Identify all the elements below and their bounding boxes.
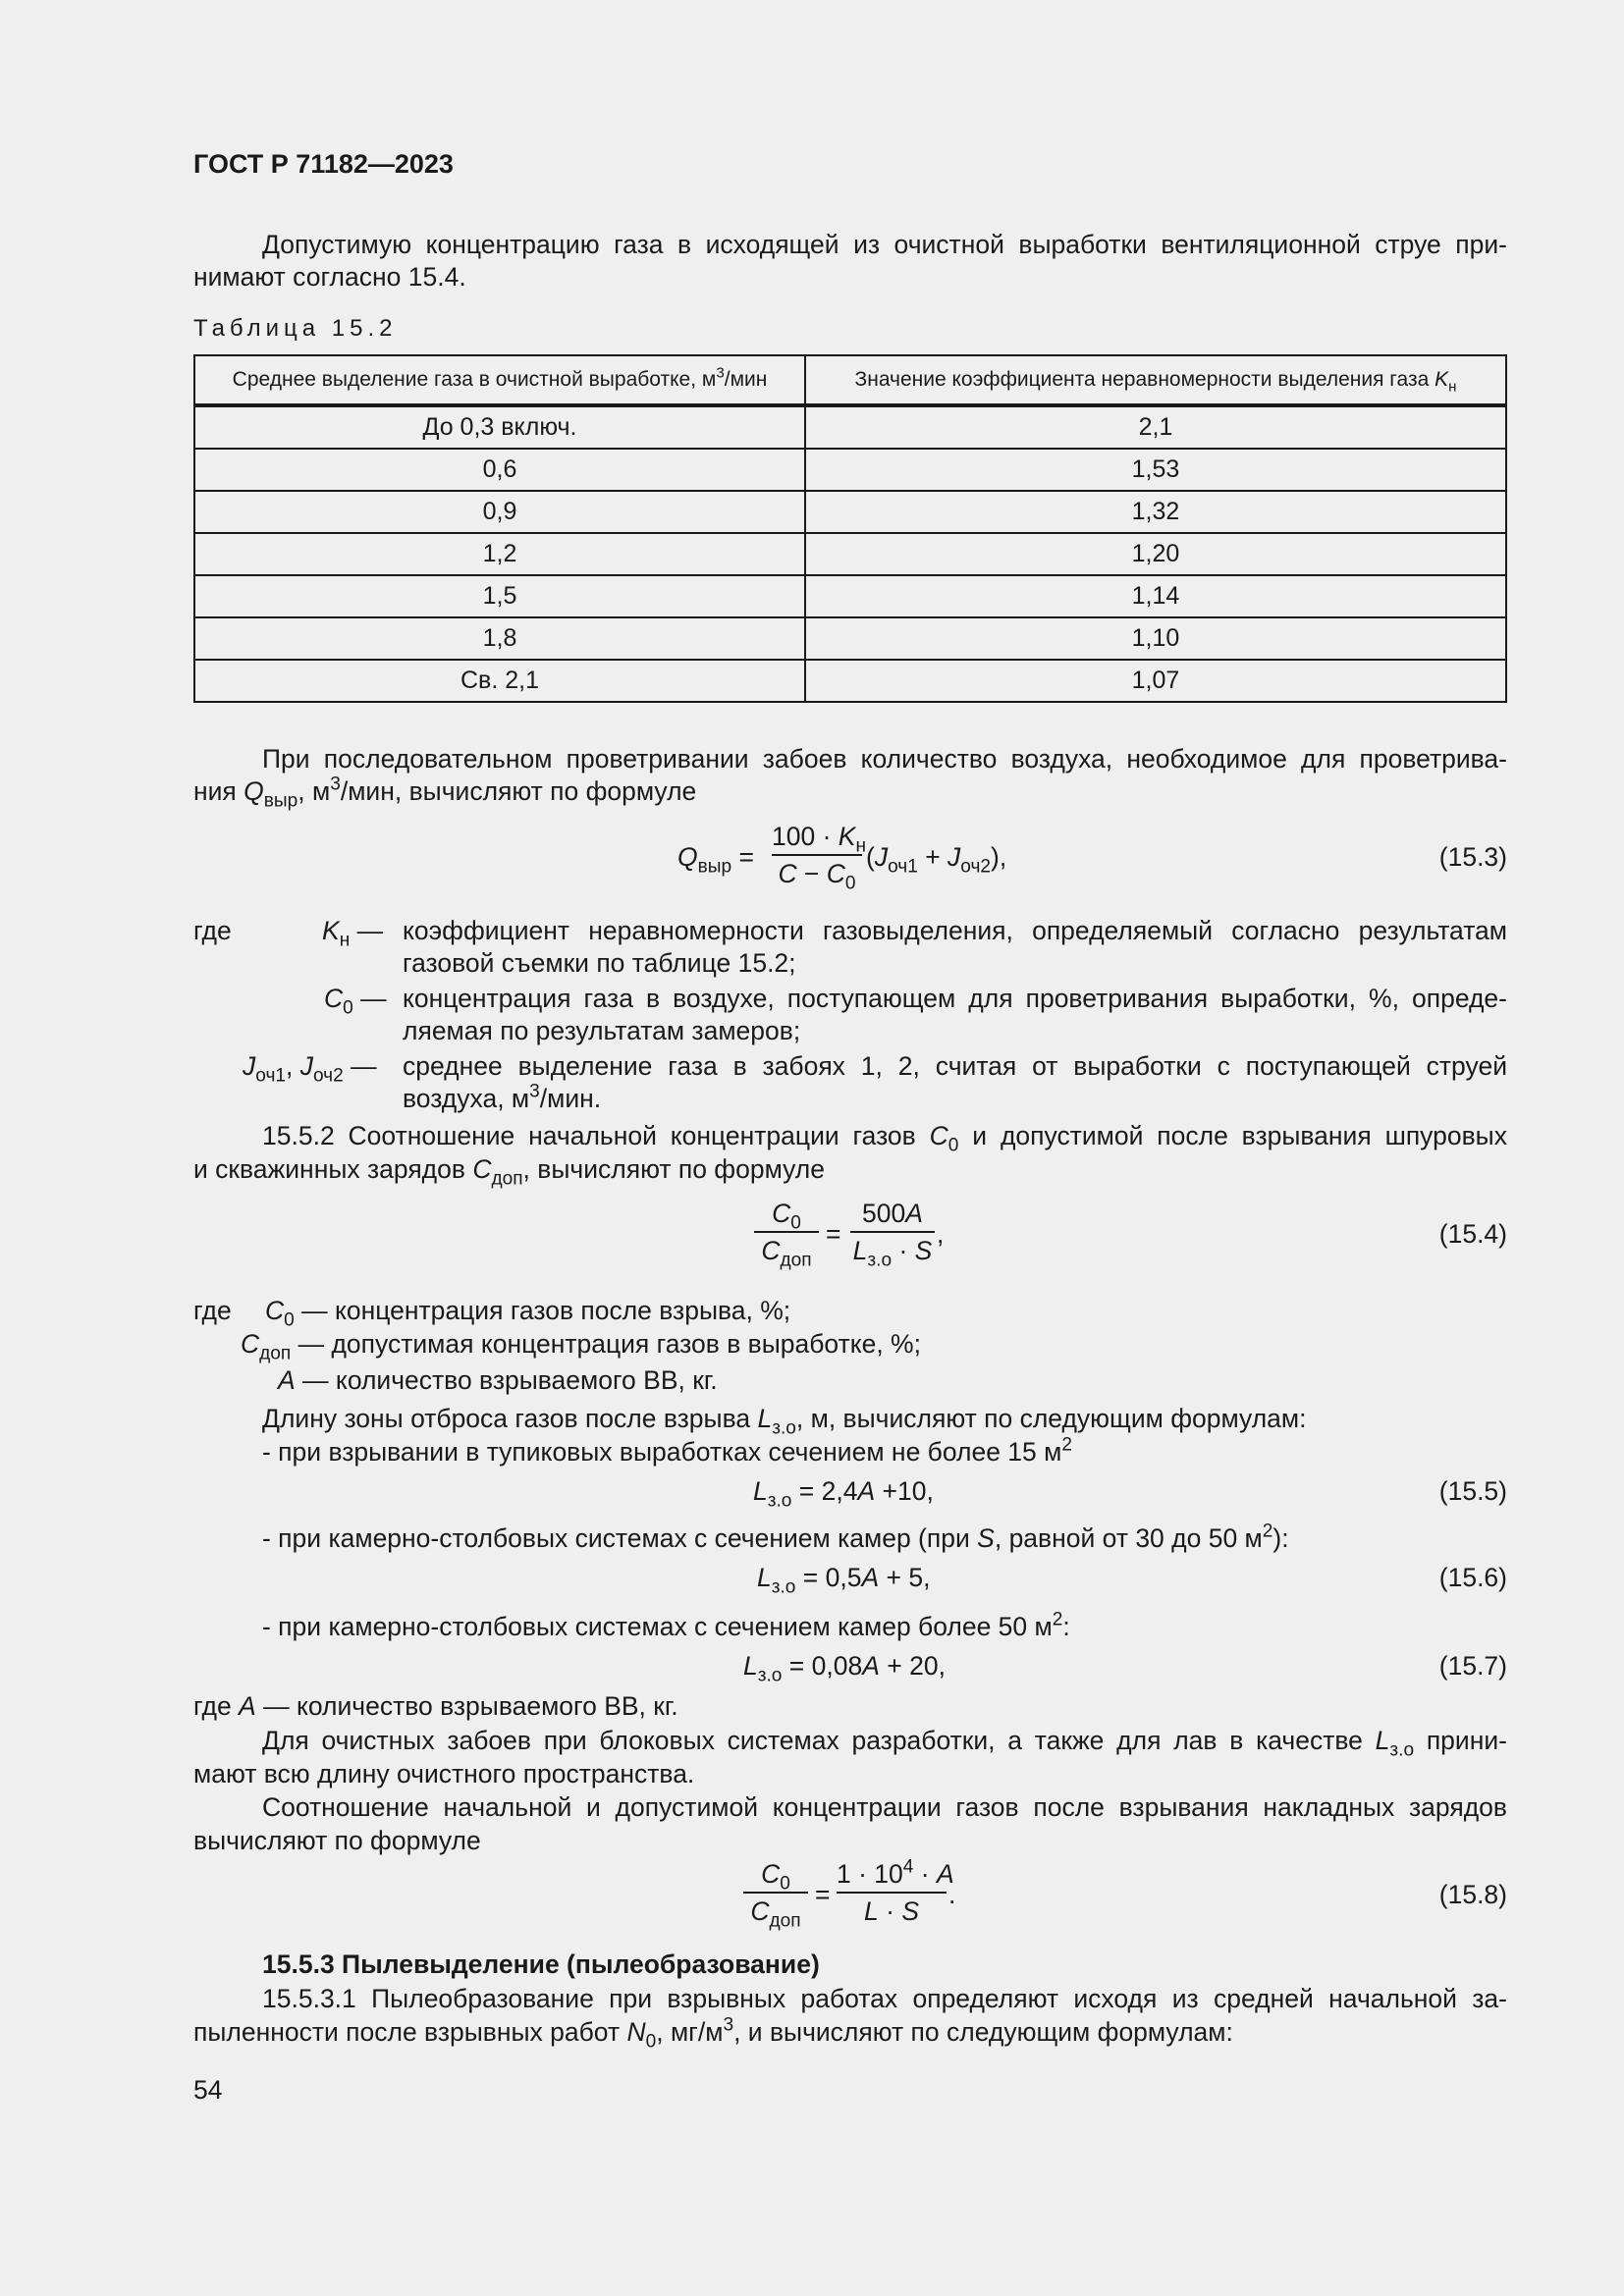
legend-line: $C_0$ — концентрация газов после взрыва, %; — [265, 1296, 791, 1331]
formula-fraction: $1 \cdot 10^4 \cdot A$ L · S — [837, 1856, 954, 1926]
formula: $L_{з.о} = 2,4A +10$, — [753, 1476, 934, 1512]
table-row — [194, 660, 1506, 702]
paragraph-line: Для очистных забоев при блоковых системах разработки, а также для лав в качестве $L_{з.о}$ прини- — [262, 1726, 1507, 1761]
cell-gas: Св. 2,1 — [194, 660, 805, 702]
document-code: ГОСТ Р 71182—2023 — [193, 149, 454, 179]
page-number: 54 — [193, 2075, 223, 2105]
formula: $L_{з.о} = 0,5A + 5$, — [757, 1563, 931, 1598]
paragraph-line: пыленности после взрывных работ $N_0$, $мг/м^3$, и вычисляют по следующим формулам: — [193, 2014, 1233, 2053]
paragraph-line: - при камерно-столбовых системах с сечением камер более 50 $м^2$: — [262, 1609, 1070, 1641]
legend-line: A — количество взрываемого ВВ, кг. — [278, 1365, 718, 1395]
symbol: $K_н$ — — [322, 916, 384, 951]
formula: $L_{з.о} = 0,08A + 20$, — [743, 1651, 946, 1686]
legend-text: коэффициент неравномерности газовыделения, определяемый согласно результатам — [403, 916, 1507, 945]
formula-rhs: $(J_{оч1} + J_{оч2})$, — [866, 842, 1007, 878]
where-label: где — [193, 916, 232, 945]
cell-coefficient: 2,1 — [805, 405, 1506, 449]
table-caption: Таблица 15.2 — [193, 315, 398, 342]
equation-number: (15.6) — [1438, 1563, 1507, 1592]
column-header-gas: Среднее выделение газа в очистной выработке, $м^3$/мин — [194, 355, 805, 405]
section-heading: 15.5.3 Пылевыделение (пылеобразование) — [262, 1949, 820, 1979]
paragraph-line: и скважинных зарядов $C_{доп}$, вычисляют по формуле — [193, 1154, 825, 1190]
cell-gas: 0,9 — [194, 491, 805, 533]
legend-text: газовой съемки по таблице 15.2; — [403, 948, 796, 978]
equation-number: (15.7) — [1438, 1651, 1507, 1681]
legend-text: концентрация газа в воздухе, поступающем для проветривания выработки, %, опреде- — [403, 984, 1507, 1013]
formula-period: . — [948, 1880, 956, 1909]
equation-number: (15.3) — [1438, 842, 1507, 872]
cell-coefficient: 1,10 — [805, 617, 1506, 660]
paragraph-line: При последовательном проветривании забоев количество воздуха, необходимое для проветрива- — [262, 744, 1507, 774]
cell-gas: 1,5 — [194, 575, 805, 617]
equation-number: (15.4) — [1438, 1219, 1507, 1249]
formula-fraction: $100 \cdot K_н$ $C - C_0$ — [772, 822, 866, 894]
formula-equals: = — [826, 1219, 841, 1249]
cell-gas: До 0,3 включ. — [194, 405, 805, 449]
paragraph-line: 15.5.2 Соотношение начальной концентрации газов $C_0$ и допустимой после взрывания шпуровых — [262, 1121, 1507, 1156]
paragraph-line: где A — количество взрываемого ВВ, кг. — [193, 1691, 678, 1721]
cell-gas: 1,8 — [194, 617, 805, 660]
cell-coefficient: 1,32 — [805, 491, 1506, 533]
cell-coefficient: 1,53 — [805, 449, 1506, 491]
cell-coefficient: 1,14 — [805, 575, 1506, 617]
paragraph-line: ния $Q_{выр}$, $м^3$/мин, вычисляют по формуле — [193, 774, 697, 812]
legend-text: ляемая по результатам замеров; — [403, 1016, 801, 1045]
legend-line: $C_{доп}$ — допустимая концентрация газов в выработке, %; — [241, 1329, 921, 1364]
table-row — [194, 533, 1506, 575]
paragraph-line: 15.5.3.1 Пылеобразование при взрывных работах определяют исходя из средней начальной за- — [262, 1984, 1507, 2013]
table-row — [194, 405, 1506, 449]
legend-text: воздуха, $м^3$/мин. — [403, 1081, 602, 1113]
paragraph-line: Допустимую концентрацию газа в исходящей из очистной выработки вентиляционной струе при- — [262, 230, 1507, 259]
equation-number: (15.5) — [1438, 1476, 1507, 1506]
table-row — [194, 449, 1506, 491]
paragraph-line: вычисляют по формуле — [193, 1826, 481, 1855]
formula-fraction: 500A $L_{з.о} \cdot S$ — [850, 1198, 935, 1266]
cell-gas: 1,2 — [194, 533, 805, 575]
paragraph-line: нимают согласно 15.4. — [193, 262, 466, 292]
table-header-row — [194, 355, 1506, 405]
where-label: где — [193, 1296, 232, 1325]
paragraph-line: Длину зоны отброса газов после взрыва $L_{з.о}$, м, вычисляют по следующим формулам: — [262, 1404, 1307, 1439]
formula-lhs: $Q_{выр}$ = — [677, 842, 754, 878]
formula-fraction: $C_0$ $C_{доп}$ — [743, 1858, 808, 1927]
cell-coefficient: 1,07 — [805, 660, 1506, 702]
symbol: $J_{оч1}$, $J_{оч2}$ — — [243, 1051, 377, 1087]
paragraph-line: Соотношение начальной и допустимой концентрации газов после взрывания накладных зарядов — [262, 1792, 1507, 1822]
equation-number: (15.8) — [1438, 1880, 1507, 1909]
paragraph-line: - при взрывании в тупиковых выработках сечением не более 15 $м^2$ — [262, 1434, 1072, 1467]
symbol: $C_0$ — — [324, 984, 387, 1019]
paragraph-line: мают всю длину очистного пространства. — [193, 1759, 695, 1789]
gas-coefficient-table — [193, 354, 1507, 703]
cell-coefficient: 1,20 — [805, 533, 1506, 575]
formula-fraction: $C_0$ $C_{доп}$ — [754, 1198, 819, 1266]
table-row — [194, 575, 1506, 617]
legend-text: среднее выделение газа в забоях 1, 2, считая от выработки с поступающей струей — [403, 1051, 1507, 1081]
paragraph-line: - при камерно-столбовых системах с сечением камер (при S, равной от 30 до 50 $м^2$): — [262, 1521, 1289, 1553]
table-row — [194, 617, 1506, 660]
formula-equals: = — [815, 1880, 831, 1909]
column-header-coefficient: Значение коэффициента неравномерности выделения газа $K_н$ — [805, 355, 1506, 405]
formula-comma: , — [937, 1219, 945, 1249]
cell-gas: 0,6 — [194, 449, 805, 491]
table-row — [194, 491, 1506, 533]
